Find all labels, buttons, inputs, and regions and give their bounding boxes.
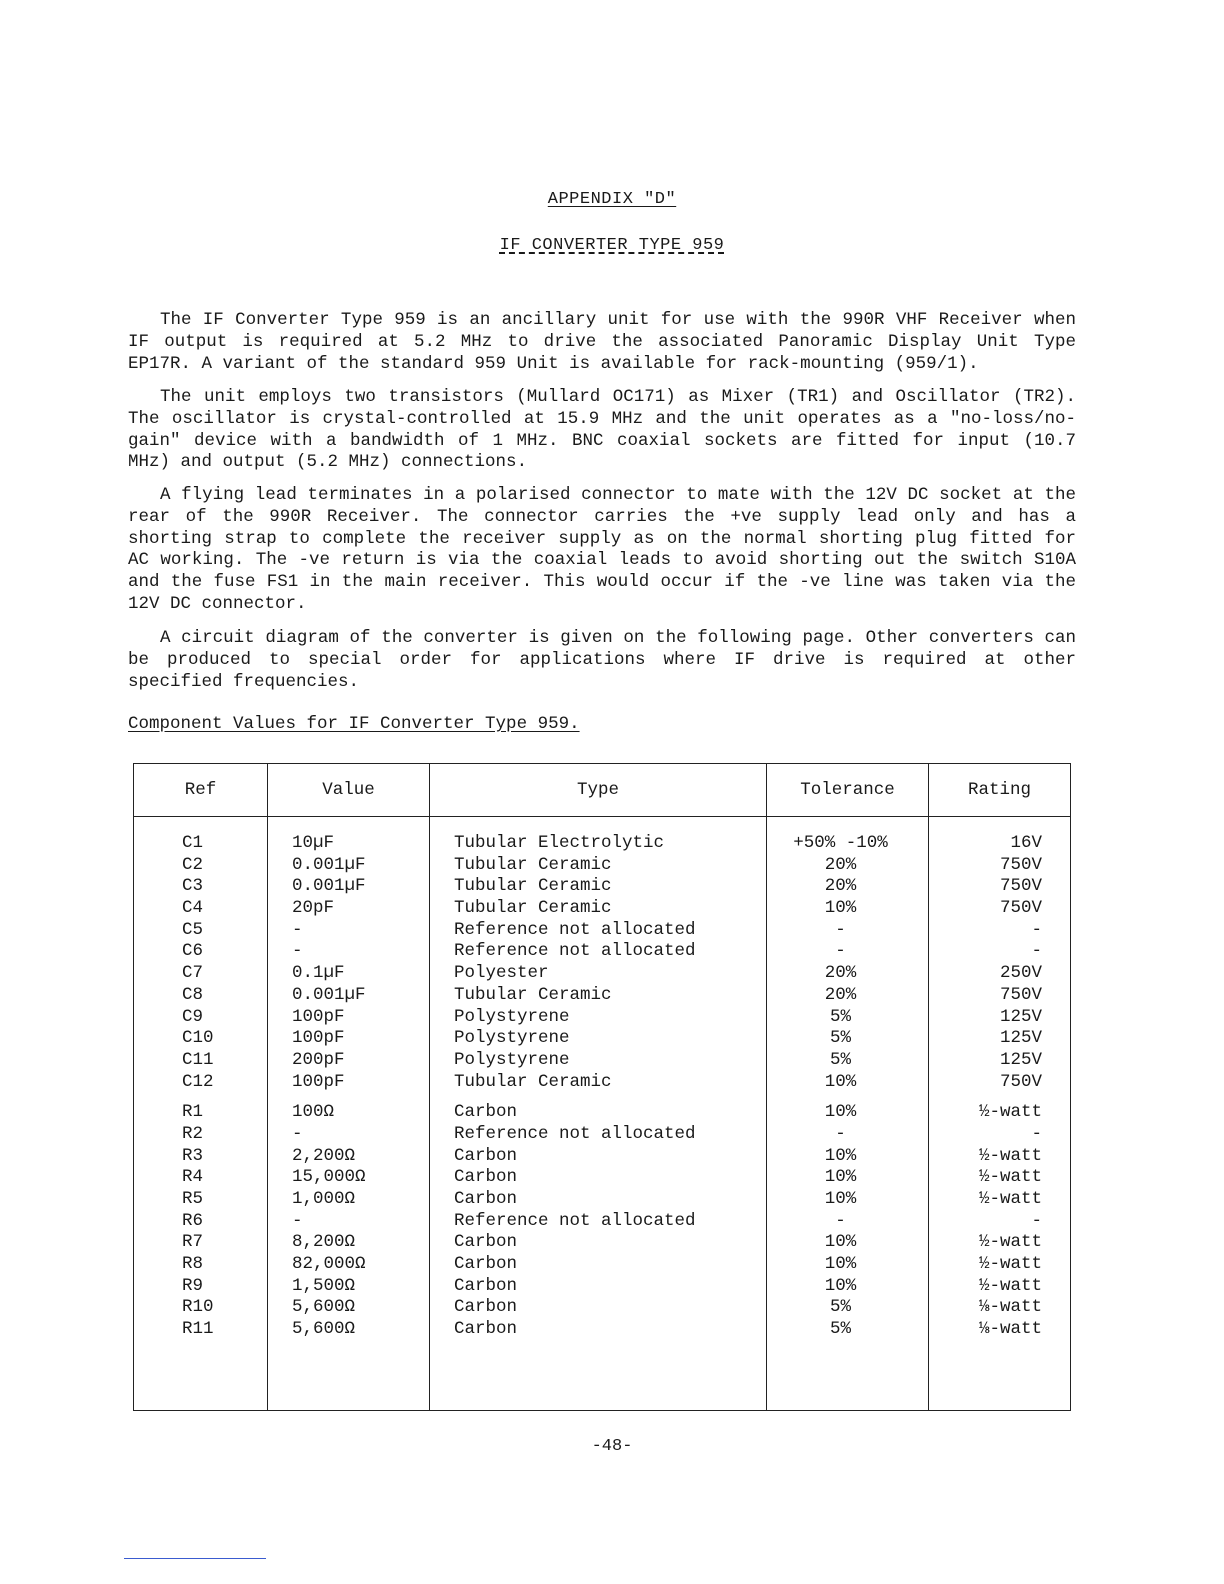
cell-ref: C9 bbox=[182, 1006, 204, 1027]
cell-value: 8,200Ω bbox=[292, 1232, 356, 1253]
header-rating: Rating bbox=[929, 764, 1071, 817]
cell-ref: R6 bbox=[182, 1210, 204, 1231]
cell-ref: R9 bbox=[182, 1275, 204, 1296]
cell-tolerance: - bbox=[835, 919, 846, 940]
rating-column bbox=[929, 817, 1071, 1411]
header-value: Value bbox=[268, 764, 430, 817]
cell-tolerance: 20% bbox=[824, 854, 857, 875]
cell-tolerance: - bbox=[835, 1123, 846, 1144]
header-type: Type bbox=[430, 764, 767, 817]
paragraph-circuit-diagram: A circuit diagram of the converter is given on the following page. Other converters can be produced to special order for applications where IF drive is required at other specified frequencies. bbox=[128, 628, 1076, 692]
cell-tolerance: 10% bbox=[824, 898, 857, 919]
cell-value: - bbox=[292, 941, 303, 962]
cell-value: 10µF bbox=[292, 833, 335, 853]
cell-ref: C7 bbox=[182, 963, 204, 984]
cell-rating: ½-watt bbox=[978, 1232, 1042, 1253]
cell-rating: 125V bbox=[999, 1006, 1042, 1027]
cell-tolerance: 20% bbox=[824, 963, 857, 984]
type-column bbox=[430, 817, 767, 1411]
table-caption: Component Values for IF Converter Type 959. bbox=[128, 714, 580, 734]
component-values-table bbox=[133, 763, 1071, 1411]
cell-tolerance: 10% bbox=[824, 1275, 857, 1296]
cell-value: 0.001µF bbox=[292, 984, 366, 1005]
cell-ref: R1 bbox=[182, 1102, 204, 1123]
cell-type: Carbon bbox=[454, 1254, 518, 1275]
cell-ref: R8 bbox=[182, 1254, 204, 1275]
cell-ref: R11 bbox=[182, 1319, 214, 1340]
cell-value: 20pF bbox=[292, 898, 335, 919]
cell-value: 1,000Ω bbox=[292, 1189, 356, 1209]
cell-rating: - bbox=[1031, 1210, 1042, 1231]
group-gap bbox=[767, 1093, 914, 1102]
value-column bbox=[268, 817, 430, 1411]
group-gap bbox=[929, 1093, 1042, 1102]
document-title: IF CONVERTER TYPE 959 bbox=[499, 236, 725, 255]
cell-type: Polyester bbox=[454, 963, 549, 984]
cell-type: Reference not allocated bbox=[454, 941, 696, 962]
cell-tolerance: 20% bbox=[824, 984, 857, 1005]
cell-rating: ⅛-watt bbox=[978, 1297, 1042, 1318]
cell-type: Polystyrene bbox=[454, 1028, 570, 1049]
cell-value: 82,000Ω bbox=[292, 1254, 366, 1275]
cell-rating: - bbox=[1031, 919, 1042, 940]
cell-tolerance: +50% -10% bbox=[793, 833, 888, 853]
cell-type: Polystyrene bbox=[454, 1006, 570, 1027]
cell-tolerance: - bbox=[835, 941, 846, 962]
cell-tolerance: 10% bbox=[824, 1145, 857, 1166]
cell-type: Polystyrene bbox=[454, 1049, 570, 1070]
group-gap bbox=[182, 1093, 267, 1102]
cell-ref: C6 bbox=[182, 941, 204, 962]
cell-type: Reference not allocated bbox=[454, 1210, 696, 1231]
cell-ref: C1 bbox=[182, 833, 204, 853]
cell-tolerance: 10% bbox=[824, 1167, 857, 1188]
cell-tolerance: 10% bbox=[824, 1232, 857, 1253]
cell-rating: 125V bbox=[999, 1049, 1042, 1070]
cell-value: - bbox=[292, 919, 303, 940]
cell-tolerance: 5% bbox=[829, 1006, 851, 1027]
cell-type: Tubular Ceramic bbox=[454, 1071, 612, 1092]
cell-type: Tubular Ceramic bbox=[454, 876, 612, 897]
cell-rating: 750V bbox=[999, 876, 1042, 897]
cell-ref: C8 bbox=[182, 984, 204, 1005]
cell-ref: R4 bbox=[182, 1167, 204, 1188]
cell-tolerance: 5% bbox=[829, 1028, 851, 1049]
cell-value: 2,200Ω bbox=[292, 1145, 356, 1166]
cell-ref: C5 bbox=[182, 919, 204, 940]
cell-tolerance: 5% bbox=[829, 1319, 851, 1340]
cell-type: Reference not allocated bbox=[454, 1123, 696, 1144]
cell-value: 0.001µF bbox=[292, 876, 366, 897]
cell-rating: ½-watt bbox=[978, 1254, 1042, 1275]
cell-type: Carbon bbox=[454, 1232, 518, 1253]
cell-value: 100pF bbox=[292, 1071, 345, 1092]
cell-ref: C11 bbox=[182, 1049, 214, 1070]
cell-tolerance: 20% bbox=[824, 876, 857, 897]
cell-rating: ½-watt bbox=[978, 1189, 1042, 1209]
cell-value: 15,000Ω bbox=[292, 1167, 366, 1188]
cell-rating: ⅛-watt bbox=[978, 1319, 1042, 1340]
cell-rating: ½-watt bbox=[978, 1145, 1042, 1166]
cell-tolerance: 5% bbox=[829, 1049, 851, 1070]
cell-rating: - bbox=[1031, 941, 1042, 962]
cell-rating: 750V bbox=[999, 984, 1042, 1005]
group-gap bbox=[454, 1093, 766, 1102]
header-ref: Ref bbox=[134, 764, 268, 817]
cell-tolerance: 10% bbox=[824, 1189, 857, 1209]
ref-column bbox=[134, 817, 268, 1411]
cell-rating: 750V bbox=[999, 898, 1042, 919]
cell-ref: C10 bbox=[182, 1028, 214, 1049]
appendix-title: APPENDIX "D" bbox=[547, 190, 677, 209]
table-body-row bbox=[134, 817, 1071, 1411]
cell-tolerance: 10% bbox=[824, 1254, 857, 1275]
cell-value: 0.1µF bbox=[292, 963, 345, 984]
cell-rating: 16V bbox=[1010, 833, 1042, 853]
cell-value: 100Ω bbox=[292, 1102, 335, 1123]
cell-value: 100pF bbox=[292, 1028, 345, 1049]
footer-rule bbox=[124, 1558, 266, 1559]
cell-rating: 750V bbox=[999, 854, 1042, 875]
cell-value: 100pF bbox=[292, 1006, 345, 1027]
cell-rating: 125V bbox=[999, 1028, 1042, 1049]
paragraph-transistors: The unit employs two transistors (Mullard OC171) as Mixer (TR1) and Oscillator (TR2). The oscillator is crystal-controlled at 15.9 MHz and the unit operates as a "no-loss/no-gain" device with a bandwidth of 1 MHz. BNC coaxial sockets are fitted for input (10.7 MHz) and output (5.2 MHz) connections. bbox=[128, 387, 1076, 473]
cell-rating: ½-watt bbox=[978, 1275, 1042, 1296]
cell-value: 5,600Ω bbox=[292, 1319, 356, 1340]
cell-rating: 250V bbox=[999, 963, 1042, 984]
page-number: -48- bbox=[591, 1437, 633, 1456]
cell-ref: R7 bbox=[182, 1232, 204, 1253]
cell-value: - bbox=[292, 1210, 303, 1231]
cell-ref: R2 bbox=[182, 1123, 204, 1144]
cell-type: Carbon bbox=[454, 1167, 518, 1188]
cell-type: Carbon bbox=[454, 1297, 518, 1318]
cell-ref: C2 bbox=[182, 854, 204, 875]
cell-rating: ½-watt bbox=[978, 1167, 1042, 1188]
cell-type: Tubular Ceramic bbox=[454, 984, 612, 1005]
cell-ref: C3 bbox=[182, 876, 204, 897]
cell-type: Tubular Ceramic bbox=[454, 898, 612, 919]
cell-ref: C4 bbox=[182, 898, 204, 919]
cell-value: 200pF bbox=[292, 1049, 345, 1070]
cell-type: Carbon bbox=[454, 1319, 518, 1340]
cell-rating: - bbox=[1031, 1123, 1042, 1144]
cell-value: 1,500Ω bbox=[292, 1275, 356, 1296]
tolerance-column bbox=[767, 817, 929, 1411]
cell-type: Carbon bbox=[454, 1145, 518, 1166]
cell-ref: R3 bbox=[182, 1145, 204, 1166]
cell-ref: R5 bbox=[182, 1189, 204, 1209]
cell-value: 0.001µF bbox=[292, 854, 366, 875]
cell-tolerance: 5% bbox=[829, 1297, 851, 1318]
cell-tolerance: 10% bbox=[824, 1102, 857, 1123]
cell-value: 5,600Ω bbox=[292, 1297, 356, 1318]
cell-tolerance: 10% bbox=[824, 1071, 857, 1092]
cell-rating: ½-watt bbox=[978, 1102, 1042, 1123]
cell-type: Carbon bbox=[454, 1189, 518, 1209]
paragraph-flying-lead: A flying lead terminates in a polarised connector to mate with the 12V DC socket at the rear of the 990R Receiver. The connector carries the +ve supply lead only and has a shorting strap to complete the receiver supply as on the normal shorting plug fitted for AC working. The -ve return is via the coaxial leads to avoid shorting out the switch S10A and the fuse FS1 in the main receiver. This would occur if the -ve line was taken via the 12V DC connector. bbox=[128, 485, 1076, 614]
cell-ref: C12 bbox=[182, 1071, 214, 1092]
cell-type: Tubular Electrolytic bbox=[454, 833, 665, 853]
paragraph-intro: The IF Converter Type 959 is an ancillary unit for use with the 990R VHF Receiver when IF output is required at 5.2 MHz to drive the associated Panoramic Display Unit Type EP17R. A variant of the standard 959 Unit is available for rack-mounting (959/1). bbox=[128, 310, 1076, 374]
cell-type: Carbon bbox=[454, 1102, 518, 1123]
cell-ref: R10 bbox=[182, 1297, 214, 1318]
cell-tolerance: - bbox=[835, 1210, 846, 1231]
group-gap bbox=[292, 1093, 429, 1102]
cell-value: - bbox=[292, 1123, 303, 1144]
table-header-row bbox=[134, 764, 1071, 817]
header-tolerance: Tolerance bbox=[767, 764, 929, 817]
cell-type: Tubular Ceramic bbox=[454, 854, 612, 875]
cell-type: Carbon bbox=[454, 1275, 518, 1296]
cell-type: Reference not allocated bbox=[454, 919, 696, 940]
cell-rating: 750V bbox=[999, 1071, 1042, 1092]
